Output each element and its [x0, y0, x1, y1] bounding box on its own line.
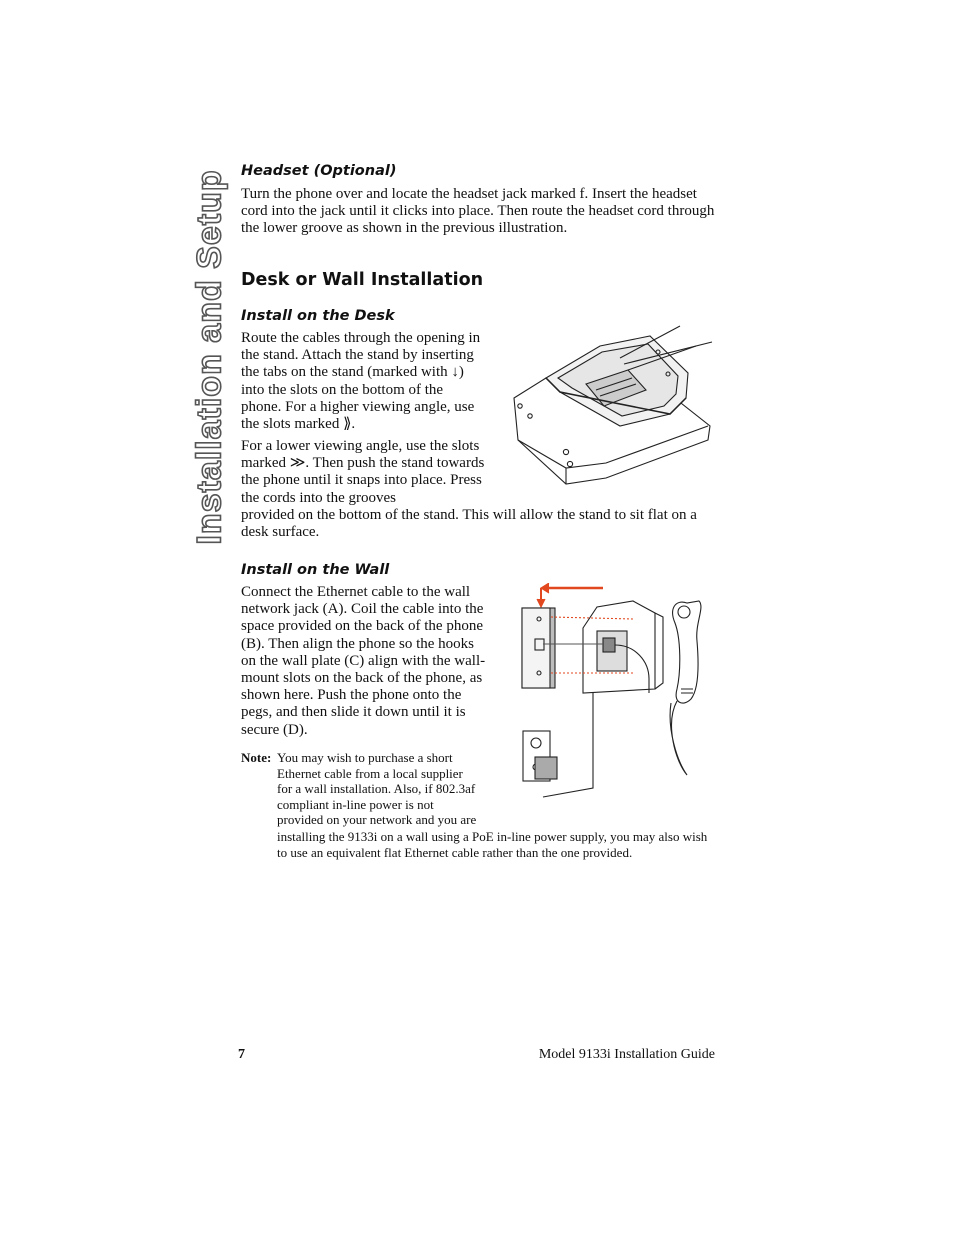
desk-paragraph-1: Route the cables through the opening in the stand. Attach the stand by inserting the tabs on the stand (marked with ↓) into the slots on the bottom of the phone. For a higher viewing angle, use the slots marked ⟫. — [241, 330, 481, 433]
headset-heading: Headset (Optional) — [241, 163, 397, 179]
wall-paragraph: Connect the Ethernet cable to the wall network jack (A). Coil the cable into the space provided on the back of the phone (B). Then align the phone so the hooks on the wall plate (C) align with the wall-mount slots on the back of the phone, as shown here. Push the phone onto the pegs, and then slide it down until it is secure (D). — [241, 584, 486, 738]
desk-paragraph-2-continued: provided on the bottom of the stand. This will allow the stand to sit flat on a desk surface. — [241, 507, 697, 541]
side-tab-text: Installation and Setup — [190, 169, 229, 545]
desk-paragraph-2: For a lower viewing angle, use the slots marked ≫. Then push the stand towards the phone until it snaps into place. Press the cords into the grooves — [241, 438, 485, 506]
guide-title: Model 9133i Installation Guide — [538, 1047, 715, 1062]
section-heading: Desk or Wall Installation — [241, 270, 484, 290]
note-block — [241, 750, 479, 828]
desk-heading: Install on the Desk — [241, 308, 395, 324]
wall-heading: Install on the Wall — [241, 562, 390, 578]
headset-paragraph: Turn the phone over and locate the headset jack marked f. Insert the headset cord into the jack until it clicks into place. Then route the headset cord through the lower groove as shown in the previous illustration. — [241, 186, 715, 237]
note-label: Note: — [241, 750, 272, 765]
note-text: You may wish to purchase a short Ethernet cable from a local supplier for a wall installation. Also, if 802.3af compliant in-line power is not provided on your network and you are — [277, 750, 477, 827]
wall-mount-illustration — [515, 583, 715, 803]
desk-stand-illustration — [500, 318, 722, 488]
note-text-continued: installing the 9133i on a wall using a PoE in-line power supply, you may also wish to use an equivalent flat Ethernet cable rather than the one provided. — [277, 829, 708, 860]
page-number: 7 — [238, 1047, 245, 1062]
side-tab-title — [186, 165, 234, 550]
